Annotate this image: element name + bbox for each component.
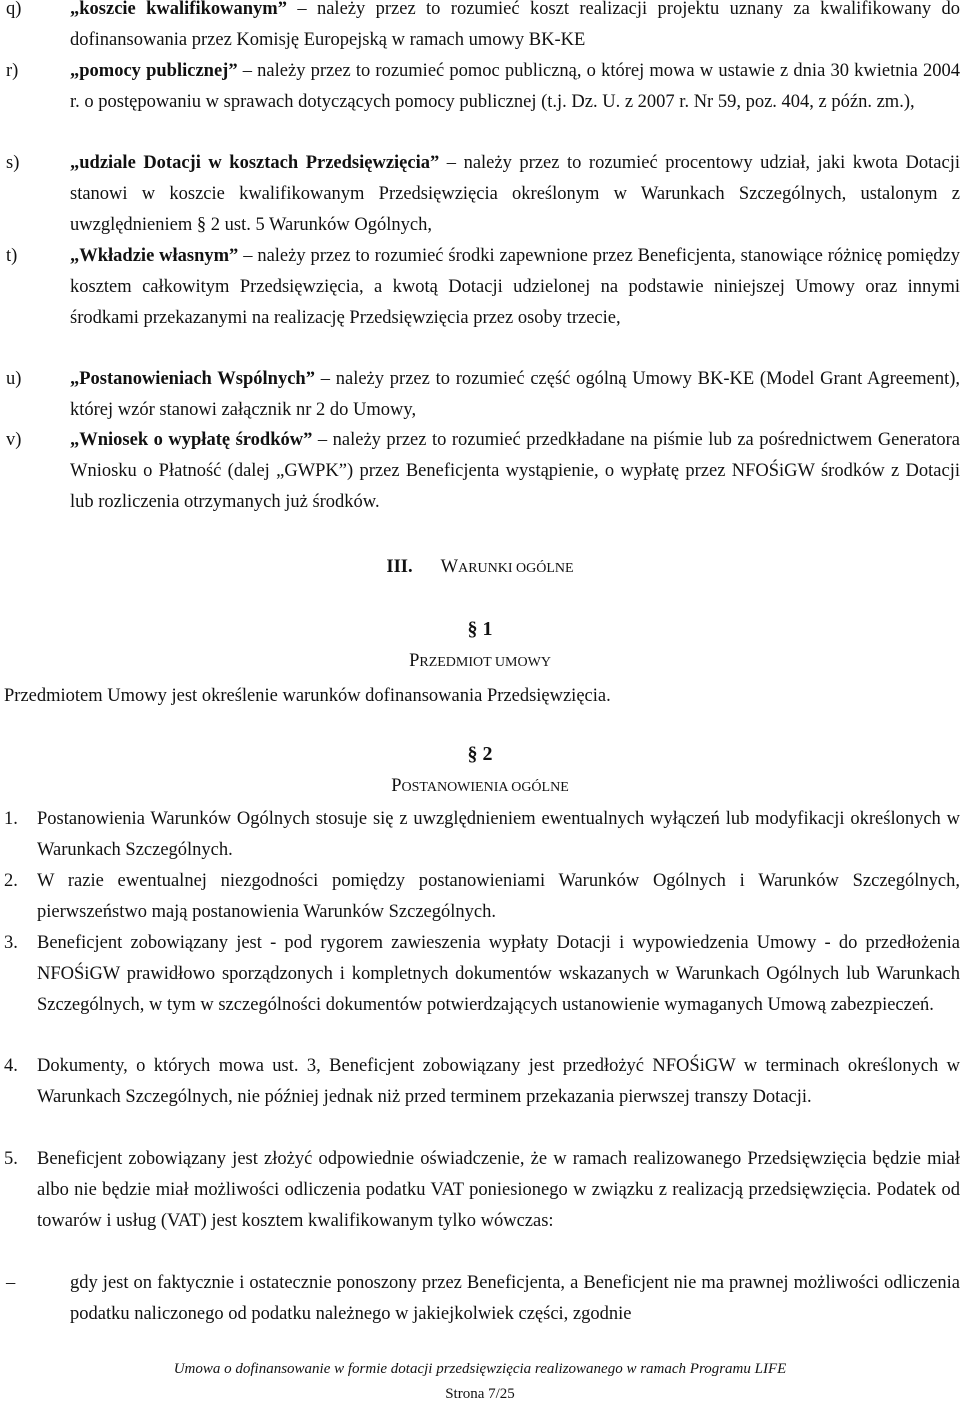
provision-number: 3. bbox=[4, 933, 18, 953]
definition-term: „Wkładzie własnym” bbox=[70, 246, 239, 266]
page-number: Strona 7/25 bbox=[445, 1386, 515, 1402]
section-title-rest: ARUNKI OGÓLNE bbox=[458, 561, 574, 576]
dash-text: gdy jest on faktycznie i ostatecznie ponoszony przez Beneficjenta, a Beneficjent nie ma prawnej możliwości odliczenia podatku naliczonego od podatku należnego w jakiejkolwiek części, zgodnie bbox=[70, 1273, 960, 1324]
definition-t bbox=[6, 241, 960, 334]
provision-number: 2. bbox=[4, 871, 18, 891]
definition-text: – należy przez to rozumieć procentowy udział, jaki kwota Dotacji stanowi w koszcie kwalifikowanym Przedsięwzięcia określonym w Warunkach Szczególnych, ustalonym z uwzględnieniem § 2 ust. 5 Warunków Ogólnych, bbox=[70, 153, 960, 235]
definition-text: – należy przez to rozumieć koszt realizacji projektu uznany za kwalifikowany do dofinansowania przez Komisję Europejską w ramach umowy BK-KE bbox=[70, 0, 960, 50]
definition-term: „pomocy publicznej” bbox=[70, 61, 238, 81]
provision-text: Beneficjent zobowiązany jest złożyć odpowiednie oświadczenie, że w ramach realizowanego Przedsięwzięcia będzie miał albo nie będzie miał możliwości odliczenia podatku VAT poniesionego w związku z realizacją przedsięwzięcia. Podatek od towarów i usług (VAT) jest kosztem kwalifikowanym tylko wówczas: bbox=[37, 1149, 960, 1231]
definition-u bbox=[6, 364, 960, 426]
section-title bbox=[0, 553, 960, 583]
definition-label: u) bbox=[6, 369, 22, 389]
definition-text: – należy przez to rozumieć część ogólną Umowy BK-KE (Model Grant Agreement), której wzór stanowi załącznik nr 2 do Umowy, bbox=[70, 369, 960, 420]
section-title-initial: W bbox=[440, 557, 459, 577]
provision-text: W razie ewentualnej niezgodności pomiędzy postanowieniami Warunków Ogólnych i Warunków Szczególnych, pierwszeństwo mają postanowienia Warunków Szczególnych. bbox=[37, 871, 960, 922]
definition-v bbox=[6, 425, 960, 518]
definition-label: q) bbox=[6, 0, 22, 19]
provision-number: 4. bbox=[4, 1056, 18, 1076]
provision-number: 1. bbox=[4, 809, 18, 829]
definition-term: „Postanowieniach Wspólnych” bbox=[70, 369, 315, 389]
paragraph-1-text: Przedmiotem Umowy jest określenie warunków dofinansowania Przedsięwzięcia. bbox=[4, 686, 611, 706]
definition-q bbox=[6, 0, 960, 56]
provision-text: Dokumenty, o których mowa ust. 3, Beneficjent zobowiązany jest przedłożyć NFOŚiGW w terminach określonych w Warunkach Szczególnych, nie później jednak niż przed terminem przekazania pierwszej transzy Dotacji. bbox=[37, 1056, 960, 1107]
definition-r bbox=[6, 56, 960, 118]
paragraph-1-heading bbox=[0, 651, 960, 672]
provision-number: 5. bbox=[4, 1149, 18, 1169]
definition-s bbox=[6, 148, 960, 241]
definition-term: „udziale Dotacji w kosztach Przedsięwzięcia” bbox=[70, 153, 440, 173]
definition-text: – należy przez to rozumieć pomoc publiczną, o której mowa w ustawie z dnia 30 kwietnia 2004 r. o postępowaniu w sprawach dotyczących pomocy publicznej (t.j. Dz. U. z 2007 r. Nr 59, poz. 404, z późn. zm.), bbox=[70, 61, 960, 112]
provision-text: Postanowienia Warunków Ogólnych stosuje się z uwzględnieniem ewentualnych wyłączeń lub modyfikacji określonych w Warunkach Szczególnych. bbox=[37, 809, 960, 860]
provision-text: Beneficjent zobowiązany jest - pod rygorem zawieszenia wypłaty Dotacji i wypowiedzenia Umowy - do przedłożenia NFOŚiGW prawidłowo sporządzonych i kompletnych dokumentów wskazanych w Warunkach Ogólnych lub Warunkach Szczególnych, w tym w szczególności dokumentów potwierdzających ustanowienie wymaganych Umową zabezpieczeń. bbox=[37, 933, 960, 1015]
heading-rest: OSTANOWIENIA OGÓLNE bbox=[401, 780, 569, 795]
provision-2 bbox=[4, 866, 960, 928]
provision-1 bbox=[4, 804, 960, 866]
paragraph-2-symbol: § 2 bbox=[467, 743, 493, 765]
provision-3 bbox=[4, 928, 960, 1021]
provision-4 bbox=[4, 1051, 960, 1113]
definition-label: r) bbox=[6, 61, 19, 81]
definition-label: s) bbox=[6, 153, 20, 173]
definition-term: „Wniosek o wypłatę środków” bbox=[70, 430, 313, 450]
provision-5 bbox=[4, 1144, 960, 1237]
dash-bullet: – bbox=[6, 1273, 16, 1293]
definition-label: t) bbox=[6, 246, 18, 266]
definition-text: – należy przez to rozumieć przedkładane na piśmie lub za pośrednictwem Generatora Wniosku o Płatność (dalej „GWPK”) przez Beneficjenta wystąpienie, o wypłatę przez NFOŚiGW środków z Dotacji lub rozliczenia otrzymanych już środków. bbox=[70, 430, 960, 512]
dash-list-item bbox=[6, 1268, 960, 1330]
heading-initial: P bbox=[409, 651, 420, 671]
heading-rest: RZEDMIOT UMOWY bbox=[419, 655, 551, 670]
definition-label: v) bbox=[6, 430, 22, 450]
definition-text: – należy przez to rozumieć środki zapewnione przez Beneficjenta, stanowiące różnicę pomiędzy kosztem całkowitym Przedsięwzięcia, a kwotą Dotacji udzielonej na podstawie niniejszej Umowy oraz innymi środkami przekazanymi na realizację Przedsięwzięcia przez osoby trzecie, bbox=[70, 246, 960, 328]
footer-title: Umowa o dofinansowanie w formie dotacji przedsięwzięcia realizowanego w ramach Programu LIFE bbox=[173, 1361, 787, 1377]
definition-term: „koszcie kwalifikowanym” bbox=[70, 0, 287, 19]
section-number: III. bbox=[386, 557, 413, 577]
paragraph-1-symbol: § 1 bbox=[467, 618, 493, 640]
heading-initial: P bbox=[391, 776, 402, 796]
paragraph-2-heading bbox=[0, 776, 960, 797]
